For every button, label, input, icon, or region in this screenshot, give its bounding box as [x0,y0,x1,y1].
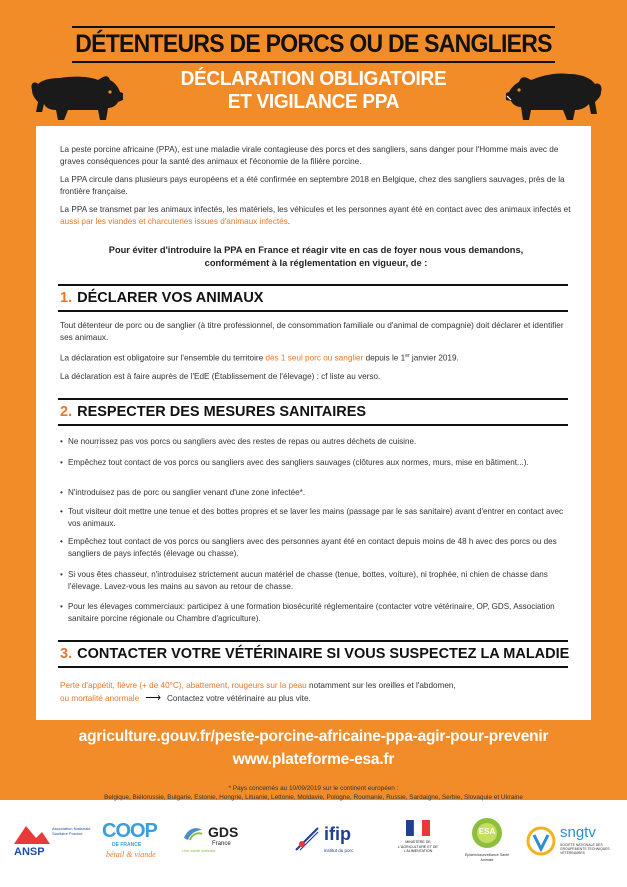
section-1-paragraph-1: Tout détenteur de porc ou de sanglier (à titre professionnel, de consommation familiale ou d'animal de compagnie) doit déclarer et identifier ses animaux. [60,321,564,342]
boar-silhouette-icon [505,70,605,124]
symptoms-highlight: Perte d'appétit, fièvre (+ de 40°C), abattement, rougeurs sur la peau [60,681,307,690]
section-1-paragraph-2: La déclaration est obligatoire sur l'ensemble du territoire dès 1 seul porc ou sanglier depuis le 1er janvier 2019. [60,353,459,363]
marianne-flag-icon [406,820,430,836]
section-3-rule-bottom [58,666,568,668]
section-2-heading: 2. RESPECTER DES MESURES SANITAIRES [60,404,367,420]
sngtv-emblem-icon [526,826,556,856]
page-title: DÉTENTEURS DE PORCS OU DE SANGLIERS [75,30,552,58]
sngtv-logo: sngtv SOCIÉTÉ NATIONALE DES GROUPEMENTS TECHNIQUES VÉTÉRINAIRES [526,822,622,866]
subtitle-line-1: DÉCLARATION OBLIGATOIRE [180,68,447,90]
mortality-highlight: ou mortalité anormale [60,694,140,703]
url-plateforme-esa[interactable]: www.plateforme-esa.fr [232,751,395,768]
section-1-highlight: dès 1 seul porc ou sanglier [265,353,364,363]
list-item: • Empêchez tout contact de vos porcs ou sangliers avec des personnes ayant été en contact depuis moins de 48 h avec des porcs ou des sangliers de pays infectés (élevage ou chasse). [60,536,572,559]
section-1-paragraph-3: La déclaration est à faire auprès de l'EdE (Établissement de l'élevage) : cf liste au verso. [60,372,381,381]
ansp-logo: ANSP Association Nationale Sanitaire Porcine [12,822,92,866]
section-3-contact: ou mortalité anormale ⟶ Contactez votre vétérinaire au plus vite. [60,692,311,704]
list-item: • N'introduisez pas de porc ou sanglier venant d'une zone infectée*. [60,487,572,499]
esa-logo: ESA Épidémiosurveillance Santé Animale [460,816,514,870]
gds-emblem-icon [182,824,204,842]
ifip-logo: ifip institut du porc [292,822,372,866]
title-rule-bottom [72,61,555,63]
footnote: * Pays concernés au 10/09/2019 sur le continent européen : Belgique, Biélorussie, Bulgarie, Estonie, Hongrie, Lituanie, Lettonie, Moldavie, Pologne, Roumanie, Russie, Sardaigne, Serbie, Slovaquie et Ukraine [104,785,523,801]
section-2-rule-top [58,398,568,400]
intro-paragraph-2: La PPA circule dans plusieurs pays européens et a été confirmée en septembre 2018 en Belgique, chez des sangliers sauvages, près de la frontière française. [60,175,565,196]
ifip-emblem-icon [292,824,322,854]
intro-paragraph-1: La peste porcine africaine (PPA), est une maladie virale contagieuse des porcs et des sangliers, sans danger pour l'Homme mais avec de graves conséquences pour la santé des animaux et l'économie de la filière porcine. [60,145,559,166]
gds-logo: GDS France Une santé animale [182,824,239,853]
arrow-right-icon: ⟶ [145,692,161,704]
coop-logo: COOP DE FRANCE bétail & viande [102,820,157,859]
list-item: • Ne nourrissez pas vos porcs ou sangliers avec des restes de repas ou autres déchets de cuisine. [60,436,572,448]
ministere-logo: MINISTÈRE DE L'AGRICULTURE ET DE L'ALIMENTATION [392,820,444,870]
ansp-emblem-icon [12,822,52,848]
list-item: • Pour les élevages commerciaux: participez à une formation biosécurité réglementaire (contacter votre vétérinaire, OP, GDS, Association sanitaire porcine régionale ou Chambre d'agriculture). [60,601,572,624]
section-3-heading: 3. CONTACTER VOTRE VÉTÉRINAIRE SI VOUS SUSPECTEZ LA MALADIE [60,646,570,662]
url-agriculture[interactable]: agriculture.gouv.fr/peste-porcine-africaine-ppa-agir-pour-prevenir [78,728,549,745]
call-to-action: Pour éviter d'introduire la PPA en France et réagir vite en cas de foyer nous vous demandons, conformément à la réglementation en vigueur, de : [108,245,524,268]
content-panel [36,126,591,720]
section-3-symptoms: Perte d'appétit, fièvre (+ de 40°C), abattement, rougeurs sur la peau notamment sur les oreilles et l'abdomen, [60,681,456,690]
section-1-rule-top [58,284,568,286]
subtitle-line-2: ET VIGILANCE PPA [227,91,400,113]
section-3-rule-top [58,640,568,642]
intro-highlight: aussi par les viandes et charcuteries issues d'animaux infectés [60,217,288,226]
pig-silhouette-icon [28,72,124,124]
title-rule-top [72,26,555,28]
intro-paragraph-3: La PPA se transmet par les animaux infectés, les matériels, les véhicules et les personnes ayant été en contact avec des animaux infectés et aussi par les viandes et charcuteries issues d'animaux infectés. [60,205,571,226]
partner-logos [0,814,627,874]
section-2-rule-bottom [58,424,568,426]
list-item: • Empêchez tout contact de vos porcs ou sangliers avec des sangliers sauvages (clôtures aux normes, murs, mise en bâtiment...). [60,457,572,469]
section-1-heading: 1. DÉCLARER VOS ANIMAUX [60,290,264,306]
list-item: • Si vous êtes chasseur, n'introduisez strictement aucun matériel de chasse (tenue, bottes, voiture), ni trophée, ni chien de chasse dans l'élevage. Lavez-vous les mains au savon au retour de chasse. [60,569,572,592]
section-1-rule-bottom [58,310,568,312]
list-item: • Tout visiteur doit mettre une tenue et des bottes propres et se laver les mains (passage par le sas sanitaire) avant d'entrer en contact avec vos animaux. [60,506,572,529]
